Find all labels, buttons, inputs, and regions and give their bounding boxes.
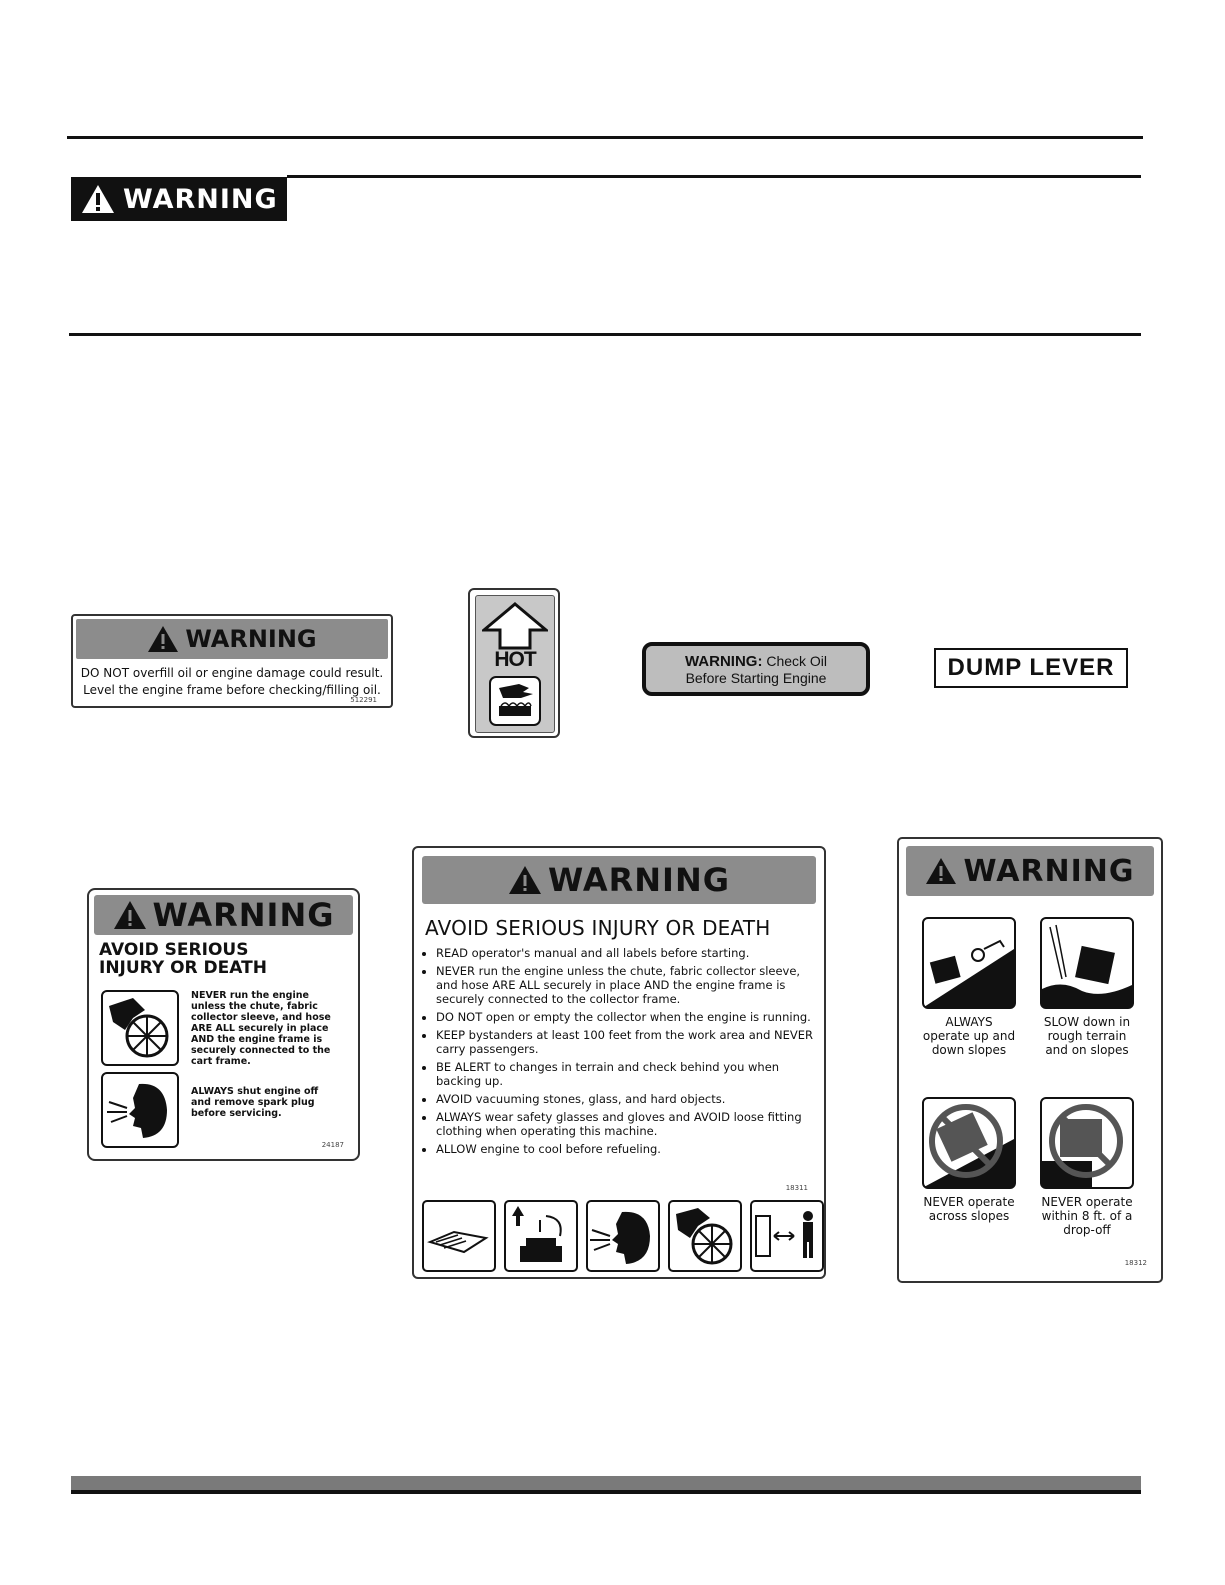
hot-decal-panel xyxy=(475,595,555,733)
slope-caption: NEVER operate across slopes xyxy=(923,1195,1015,1223)
slope-caption: ALWAYS operate up and down slopes xyxy=(922,1015,1016,1057)
check-oil-line1 xyxy=(685,653,827,670)
decal-row xyxy=(101,1072,341,1148)
warning-triangle-icon xyxy=(147,625,179,653)
part-number: 24187 xyxy=(321,1141,344,1149)
hot-surface-decal xyxy=(468,588,560,738)
check-oil-text xyxy=(646,646,866,692)
decal-title: AVOID SERIOUS INJURY OR DEATH xyxy=(99,940,267,978)
footer-bar xyxy=(71,1476,1141,1490)
large-avoid-injury-decal xyxy=(412,846,826,1279)
decal-line: DO NOT overfill oil or engine damage could result. xyxy=(80,666,384,680)
remove-spark-plug-icon xyxy=(504,1200,578,1272)
decal-header-label: WARNING xyxy=(548,861,730,899)
no-across-slope-icon xyxy=(922,1097,1016,1189)
warning-triangle-icon xyxy=(113,900,147,930)
pictogram-row xyxy=(422,1200,824,1272)
slope-warning-decal xyxy=(897,837,1163,1283)
check-oil-bold: WARNING: xyxy=(684,652,763,670)
decal-title: AVOID SERIOUS INJURY OR DEATH xyxy=(425,916,771,940)
keep-distance-icon xyxy=(750,1200,824,1272)
top-rule xyxy=(67,136,1143,139)
impeller-hand-icon xyxy=(101,990,179,1066)
decal-header xyxy=(906,846,1154,896)
part-number: 18311 xyxy=(785,1184,808,1192)
part-number: 512291 xyxy=(350,696,377,704)
safety-list-item: • NEVER run the engine unless the chute, fabric collector sleeve, and hose ARE ALL securely in place AND the engine frame is securely connected to the collector frame. xyxy=(436,964,824,1006)
decal-header-label: WARNING xyxy=(185,625,317,653)
safety-list-item: • KEEP bystanders at least 100 feet from the work area and NEVER carry passengers. xyxy=(436,1028,824,1056)
decal-header-label: WARNING xyxy=(963,853,1135,889)
overfill-warning-decal xyxy=(71,614,393,708)
safety-list-item: • ALWAYS wear safety glasses and gloves and AVOID loose fitting clothing when operating this machine. xyxy=(436,1110,824,1138)
safety-list xyxy=(414,946,824,1156)
safety-list-item: • READ operator's manual and all labels before starting. xyxy=(436,946,824,960)
flying-debris-face-icon xyxy=(101,1072,179,1148)
rough-terrain-icon xyxy=(1040,917,1134,1009)
decal-row-text: NEVER run the engine unless the chute, fabric collector sleeve, and hose ARE ALL securely in place AND the engine frame is securely connected to the cart frame. xyxy=(191,990,331,1067)
slope-caption: SLOW down in rough terrain and on slopes xyxy=(1043,1015,1131,1057)
part-number: 18312 xyxy=(1124,1259,1147,1267)
hot-label: HOT xyxy=(494,648,536,671)
dump-lever-decal: DUMP LEVER xyxy=(934,648,1128,688)
decal-header xyxy=(76,619,388,659)
safety-list-item: • BE ALERT to changes in terrain and check behind you when backing up. xyxy=(436,1060,824,1088)
warning-tag xyxy=(71,177,287,221)
slope-caption: NEVER operate within 8 ft. of a drop-off xyxy=(1041,1195,1133,1237)
check-oil-rest: Check Oil xyxy=(762,652,828,669)
decal-row xyxy=(101,990,341,1067)
arrow-up-icon xyxy=(482,602,548,650)
decal-header xyxy=(422,856,816,904)
footer-rule xyxy=(71,1490,1141,1494)
warning-triangle-icon xyxy=(925,857,957,885)
warning-box-bottom-rule xyxy=(69,333,1141,336)
decal-row-text: ALWAYS shut engine off and remove spark plug before servicing. xyxy=(191,1086,319,1119)
slope-cell xyxy=(921,1097,1017,1223)
decal-body xyxy=(73,665,391,699)
small-avoid-injury-decal xyxy=(87,888,360,1161)
decal-header-label: WARNING xyxy=(152,896,335,934)
safety-list-item: • DO NOT open or empty the collector when the engine is running. xyxy=(436,1010,824,1024)
decal-header xyxy=(94,895,353,935)
slope-cell xyxy=(921,917,1017,1057)
slope-cell xyxy=(1039,917,1135,1057)
up-down-slope-icon xyxy=(922,917,1016,1009)
no-drop-off-icon xyxy=(1040,1097,1134,1189)
safety-list-item: • ALLOW engine to cool before refueling. xyxy=(436,1142,824,1156)
read-manual-icon xyxy=(422,1200,496,1272)
safety-list-item: • AVOID vacuuming stones, glass, and hard objects. xyxy=(436,1092,824,1106)
check-oil-line2: Before Starting Engine xyxy=(685,669,827,686)
hand-burn-icon xyxy=(489,676,541,726)
decal-line: Level the engine frame before checking/filling oil. xyxy=(83,683,381,697)
flying-debris-face-icon xyxy=(586,1200,660,1272)
warning-triangle-icon xyxy=(508,865,542,895)
warning-tag-label: WARNING xyxy=(123,183,278,215)
warning-box-top-rule xyxy=(287,175,1141,178)
slope-cell xyxy=(1039,1097,1135,1237)
impeller-hand-icon xyxy=(668,1200,742,1272)
check-oil-decal xyxy=(642,642,870,696)
warning-triangle-icon xyxy=(81,184,115,214)
